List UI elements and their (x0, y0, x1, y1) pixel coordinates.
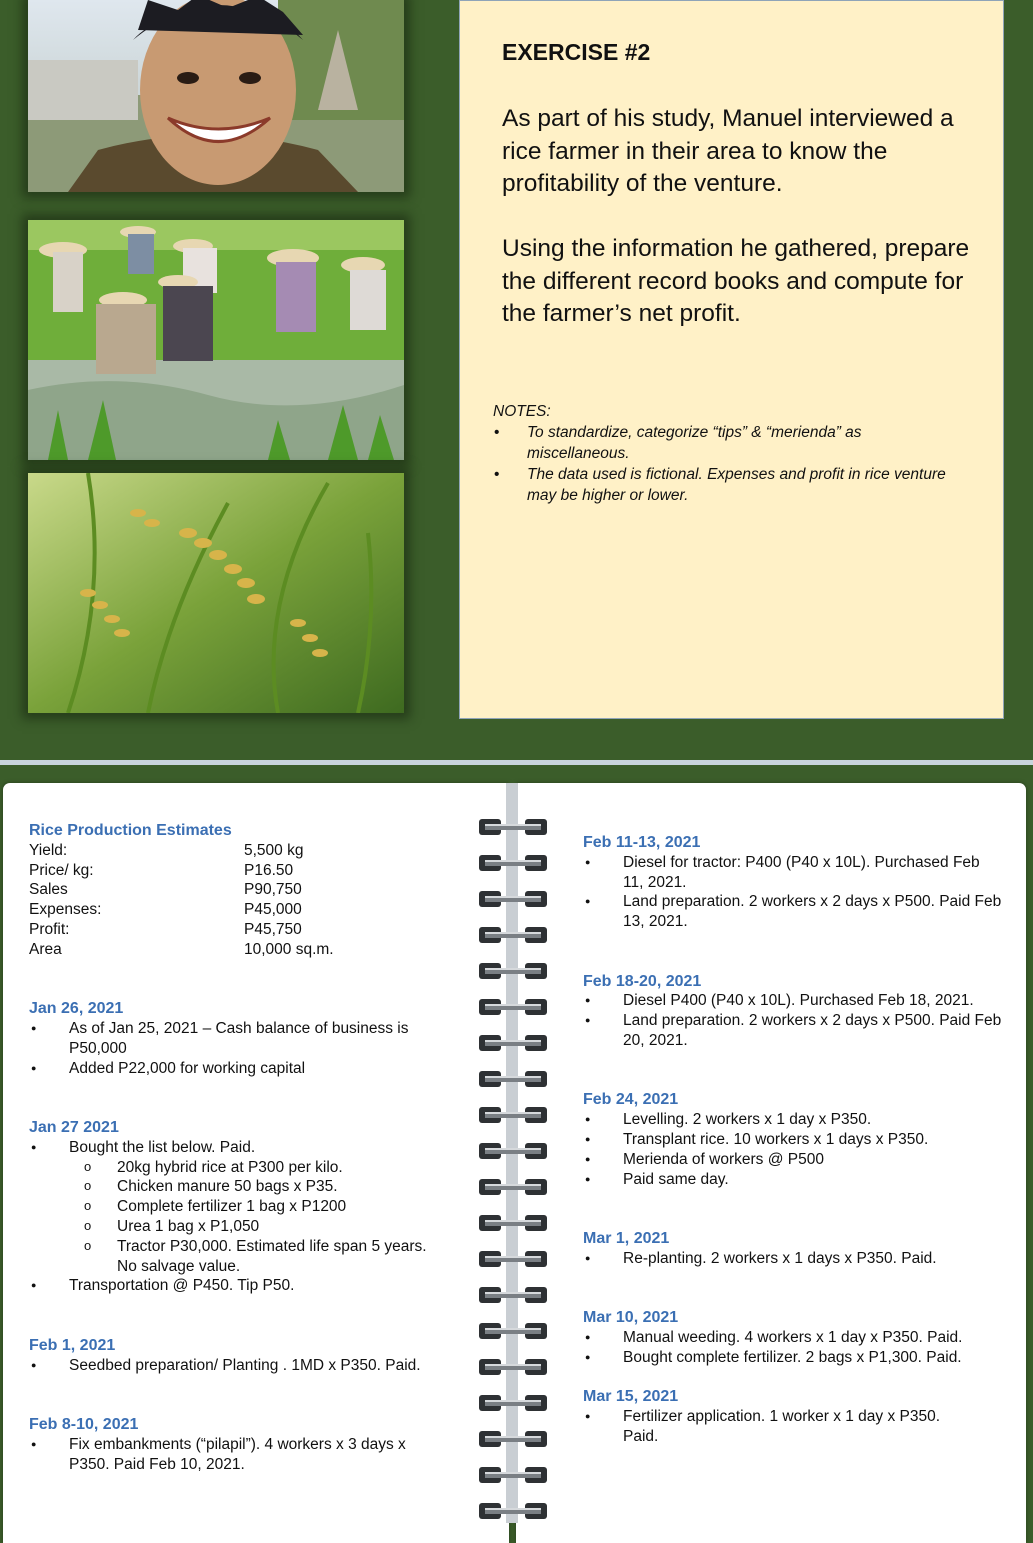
estimate-row (29, 940, 459, 960)
binding-ring (479, 963, 547, 979)
estimate-label: Yield: (29, 841, 68, 859)
estimate-value: P45,000 (244, 901, 302, 919)
binding-ring (479, 1071, 547, 1087)
entry-item: ● Re-planting. 2 workers x 1 days x P350. Paid. (583, 1249, 1003, 1269)
entry-item (29, 1138, 459, 1277)
entry-item: ● Added P22,000 for working capital (29, 1059, 459, 1079)
estimate-value: 5,500 kg (244, 841, 304, 859)
entry-mar-10 (583, 1308, 1003, 1367)
estimate-row (29, 920, 459, 940)
estimate-value: P45,750 (244, 920, 302, 938)
estimate-value: 10,000 sq.m. (244, 940, 334, 958)
estimate-row (29, 841, 459, 861)
binding-ring (479, 1107, 547, 1123)
binding-ring (479, 1251, 547, 1267)
estimates-heading: Rice Production Estimates (29, 822, 232, 839)
entry-jan-26 (29, 999, 459, 1078)
estimate-label: Area (29, 940, 62, 958)
entry-feb-1 (29, 1336, 459, 1376)
binding-ring (479, 927, 547, 943)
binding-ring (479, 1323, 547, 1339)
exercise-title: EXERCISE #2 (502, 39, 651, 65)
binding-ring (479, 891, 547, 907)
production-estimates (29, 821, 459, 960)
binding-ring (479, 1143, 547, 1159)
entry-item: ● Manual weeding. 4 workers x 1 day x P350. Paid. (583, 1328, 1003, 1348)
entry-item: ● Land preparation. 2 workers x 2 days x P500. Paid Feb 20, 2021. (583, 1011, 1003, 1051)
entry-feb-11-13 (583, 833, 1003, 932)
entry-item: ● Land preparation. 2 workers x 2 days x P500. Paid Feb 13, 2021. (583, 892, 1003, 932)
entry-date: Jan 26, 2021 (29, 1000, 124, 1018)
entry-date: Feb 11-13, 2021 (583, 834, 701, 851)
entry-feb-8-10 (29, 1415, 459, 1474)
entry-item: ● Merienda of workers @ P500 (583, 1150, 1003, 1170)
entry-item: ● Transportation @ P450. Tip P50. (29, 1276, 459, 1296)
binding-ring (479, 1503, 547, 1519)
entry-feb-24 (583, 1090, 1003, 1189)
binding-ring (479, 999, 547, 1015)
entry-date: Mar 1, 2021 (583, 1229, 670, 1247)
sub-item: o Chicken manure 50 bags x P35. (69, 1177, 459, 1197)
entry-item: ● Diesel P400 (P40 x 10L). Purchased Feb 18, 2021. (583, 991, 1003, 1011)
section-divider (0, 760, 1033, 765)
photo-smiling-student (28, 0, 404, 192)
entry-feb-18-20 (583, 972, 1003, 1051)
exercise-paragraph-1: As part of his study, Manuel interviewed a rice farmer in their area to know the profitability of the venture. (502, 105, 954, 197)
binding-ring (479, 1431, 547, 1447)
entry-mar-1 (583, 1229, 1003, 1269)
entry-date: Feb 8-10, 2021 (29, 1415, 139, 1433)
estimate-label: Price/ kg: (29, 861, 94, 879)
binding-ring (479, 1035, 547, 1051)
entry-item: ● Levelling. 2 workers x 1 day x P350. (583, 1110, 1003, 1130)
binding-ring (479, 855, 547, 871)
estimate-row (29, 880, 459, 900)
entry-date: Feb 24, 2021 (583, 1091, 679, 1109)
binding-ring (479, 1467, 547, 1483)
binding-ring (479, 819, 547, 835)
entry-item: ● Bought complete fertilizer. 2 bags x P1,300. Paid. (583, 1348, 1003, 1368)
right-column (583, 833, 1003, 1447)
exercise-card (459, 0, 1004, 719)
sub-item: o 20kg hybrid rice at P300 per kilo. (69, 1158, 459, 1178)
entry-item: ● Transplant rice. 10 workers x 1 days x P350. (583, 1130, 1003, 1150)
entry-item-text: Bought the list below. Paid. (69, 1138, 256, 1156)
estimate-label: Sales (29, 881, 68, 899)
estimate-row (29, 900, 459, 920)
estimate-value: P16.50 (244, 861, 294, 879)
entry-item: ● Seedbed preparation/ Planting . 1MD x P350. Paid. (29, 1356, 459, 1376)
notes-block (493, 401, 953, 506)
binding-ring (479, 1287, 547, 1303)
entry-date: Mar 10, 2021 (583, 1309, 679, 1327)
entry-jan-27 (29, 1118, 459, 1296)
estimate-label: Profit: (29, 920, 70, 938)
entry-item: ● Diesel for tractor: P400 (P40 x 10L). Purchased Feb 11, 2021. (583, 853, 1003, 893)
note-item: • To standardize, categorize “tips” & “merienda” as miscellaneous. (493, 422, 953, 464)
estimate-row (29, 861, 459, 881)
notes-label: NOTES: (493, 403, 551, 420)
entry-item: ● As of Jan 25, 2021 – Cash balance of business is P50,000 (29, 1019, 459, 1059)
sub-item: o Complete fertilizer 1 bag x P1200 (69, 1197, 459, 1217)
estimate-label: Expenses: (29, 901, 102, 919)
sub-item: o Urea 1 bag x P1,050 (69, 1217, 459, 1237)
entry-date: Jan 27 2021 (29, 1118, 119, 1136)
binding-ring (479, 1215, 547, 1231)
sub-item: o Tractor P30,000. Estimated life span 5 years. No salvage value. (69, 1237, 459, 1277)
photo-rice-grains (28, 473, 404, 713)
spiral-binding (477, 813, 549, 1523)
entry-item: ● Paid same day. (583, 1170, 1003, 1190)
binding-ring (479, 1359, 547, 1375)
entry-item: ● Fix embankments (“pilapil”). 4 workers x 3 days x P350. Paid Feb 10, 2021. (29, 1435, 459, 1475)
left-column (29, 821, 459, 1474)
binding-ring (479, 1395, 547, 1411)
entry-date: Mar 15, 2021 (583, 1388, 679, 1406)
binding-ring (479, 1179, 547, 1195)
entry-date: Feb 18-20, 2021 (583, 972, 702, 990)
exercise-paragraph-2: Using the information he gathered, prepare the different record books and compute for the farmer’s net profit. (502, 235, 970, 327)
note-item: • The data used is fictional. Expenses and profit in rice venture may be higher or lower. (493, 464, 953, 506)
entry-item: ● Fertilizer application. 1 worker x 1 day x P350. Paid. (583, 1407, 1003, 1447)
entry-date: Feb 1, 2021 (29, 1336, 116, 1354)
entry-mar-15 (583, 1387, 1003, 1446)
estimate-value: P90,750 (244, 881, 302, 899)
photo-rice-planting-farmers (28, 220, 404, 460)
